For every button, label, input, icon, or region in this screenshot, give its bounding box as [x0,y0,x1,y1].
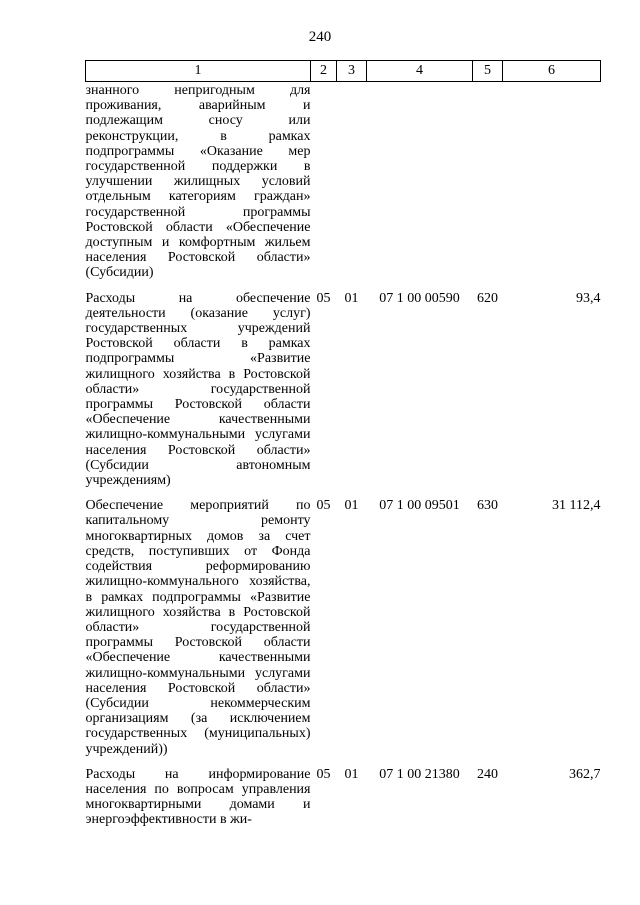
row-amount: 31 112,4 [552,498,601,514]
row-section-code [311,82,337,291]
table-row [86,498,601,766]
table-row [86,767,601,838]
table-row [86,291,601,499]
row-expense-type: 620 [477,290,498,306]
column-header: 4 [367,61,473,82]
row-subsection-code [337,82,367,291]
row-section-code: 05 [316,766,331,782]
row-description: Расходы на обеспечение деятельности (оказание услуг) государственных учреждений Ростовской области в рамках подпрограммы «Развитие жилищного хозяйства в Ростовской области» государственной программы Ростовской области «Обеспечение качественными жилищно-коммунальными услугами населения Ростовской области» (Субсидии автономным учреждениям) [85,290,311,489]
row-description: Расходы на информирование населения по вопросам управления многоквартирными домами и энергоэффективности в жи- [85,766,311,828]
row-amount: 362,7 [569,766,601,782]
row-target-code [367,82,473,291]
row-subsection-code: 01 [344,290,359,306]
row-target-code: 07 1 00 09501 [379,498,460,514]
table-row [86,82,601,291]
row-section-code: 05 [316,290,331,306]
row-amount: 93,4 [576,290,601,306]
row-subsection-code: 01 [344,498,359,514]
row-subsection-code: 01 [344,766,359,782]
page-number: 240 [308,29,332,45]
column-header: 3 [337,61,367,82]
row-expense-type [473,82,503,291]
row-section-code: 05 [316,498,331,514]
table-header-row [86,61,601,82]
row-expense-type: 240 [477,766,498,782]
row-target-code: 07 1 00 00590 [379,290,460,306]
row-expense-type: 630 [477,498,498,514]
row-amount [503,82,601,291]
budget-table [85,60,601,838]
row-target-code: 07 1 00 21380 [379,766,460,782]
column-header: 6 [503,61,601,82]
column-header: 5 [473,61,503,82]
row-description: Обеспечение мероприятий по капитальному ремонту многоквартирных домов за счет средств, поступивших от Фонда содействия реформированию жилищно-коммунального хозяйства, в рамках подпрограммы «Развитие жилищного хозяйства в Ростовской области» государственной программы Ростовской области «Обеспечение качественными жилищно-коммунальными услугами населения Ростовской области» (Субсидии некоммерческим организациям (за исключением государственных (муниципальных) учреждений)) [85,498,311,757]
column-header: 2 [311,61,337,82]
row-description: знанного непригодным для проживания, аварийным и подлежащим сносу или реконструкции, в рамках подпрограммы «Оказание мер государственной поддержки в улучшении жилищных условий отдельным категориям граждан» государственной программы Ростовской области «Обеспечение доступным и комфортным жильем населения Ростовской области» (Субсидии) [85,83,311,281]
column-header: 1 [86,61,311,82]
